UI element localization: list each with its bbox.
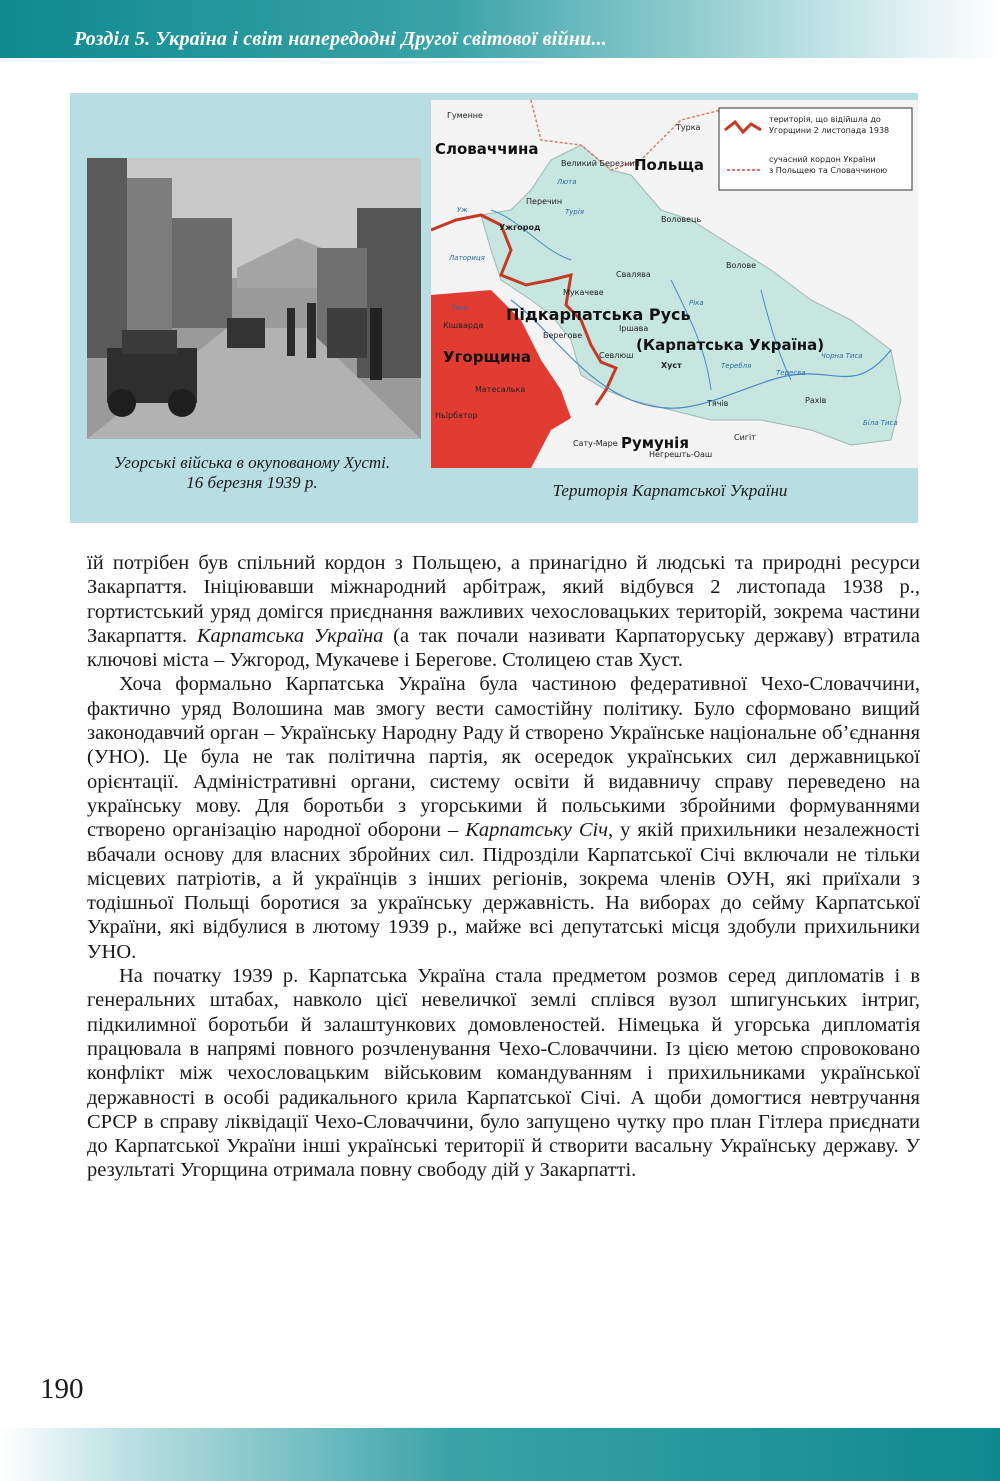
city-label: Севлюш [599,351,634,360]
map-caption: Територія Карпатської України [552,481,788,500]
paragraph-2 [87,672,920,964]
city-label: Негрешть-Оаш [649,450,713,459]
city-label: Перечин [526,197,563,206]
river-label: Латориця [449,254,485,262]
carpatho-ukraine-map [431,100,918,468]
river-label: Ріка [689,299,704,307]
river-label: Турія [565,208,585,216]
city-label: Сигіт [734,433,756,442]
p1-text-a: їй потрібен був спільний кордон з Польщею, а принагідно й людські та природні ресурси Закарпаття. Ініціювавши міжнародний арбітраж, який відбувся 2 листопада 1938 р., гортистський уряд домігся приєднання важливих чехословацьких територій, зокрема частини Закарпаття. [87,552,920,647]
p1-text-b: (а так почали називати Карпаторуську державу) втратила ключові міста – Ужгород, Мукачеве і Берегове. Столицею став Хуст. [87,624,920,672]
p2-emphasis: Карпатську Січ [465,819,608,842]
river-label: Біла Тиса [863,419,898,427]
city-label: Воловець [661,215,702,224]
city-label: Сату-Маре [573,439,618,448]
city-label: Хуст [661,361,682,370]
label-romania: Румунія [621,434,689,452]
legend-ceded-line2: Угорщини 2 листопада 1938 [769,126,890,135]
city-label: Берегове [543,331,583,340]
city-label: Матесалька [475,385,526,394]
footer-bar [0,1428,1000,1481]
photo-caption-line2: 16 березня 1939 р. [186,473,318,492]
p2-text-a: Хоча формально Карпатська Україна була частиною федеративної Чехо-Словаччини, фактично уряд Волошина мав змогу вести самостійну політику. Було сформовано вищий законодавчий орган – Українську Народну Раду й створено Українське національне об’єднання (УНО). Це була не так політична партія, як осередок українських сил державницької орієнтації. Адміністративні органи, систему освіти й видавничу справу переведено на українську мову. Для боротьби з угорськими й польськими збройними формуваннями створено організацію народної оборони – [87,673,920,842]
city-label: Рахів [805,396,827,405]
label-poland: Польща [634,156,705,174]
city-label: Турка [676,123,701,132]
photo-caption [80,453,424,493]
label-carpatho-ukraine: (Карпатська Україна) [636,336,825,354]
p1-emphasis: Карпатська Україна [196,624,384,647]
legend-border-line2: з Польщею та Словаччиною [769,166,888,175]
legend-border-line1: сучасний кордон України [769,155,876,164]
historical-photo [87,158,421,439]
city-label: Гуменне [447,111,483,120]
city-label: Ньїрбатор [435,411,478,420]
city-label: Свалява [616,270,651,279]
p2-text-b: , у якій прихильники незалежності вбачали основу для власних збройних сил. Підрозділи Карпатської Січі включали не тільки місцевих патріотів, а й українців з інших регіонів, зокрема членів ОУН, які приїхали з тодішньої Польщі боротися за українську державність. На виборах до сейму Карпатської України, які відбулися в лютому 1939 р., майже всі депутатські місця здобули прихильники УНО. [87,819,921,963]
city-label: Ужгород [499,223,541,232]
label-subcarpathian: Підкарпатська Русь [506,305,691,324]
city-label: Тячів [707,399,729,408]
legend-ceded-line1: територія, що відійшла до [769,115,881,124]
city-label: Іршава [619,324,649,333]
river-label: Чорна Тиса [821,352,863,360]
city-label: Великий Березний [561,159,640,168]
river-label: Уж [457,206,468,214]
chapter-header-bar [0,0,1000,58]
river-label: Лютa [557,178,577,186]
photo-caption-line1: Угорські війська в окупованому Хусті. [113,453,391,472]
figure-panel [70,93,918,523]
chapter-title: Розділ 5. Україна і світ напередодні Другої світової війни... [74,28,608,50]
city-label: Кішварда [443,321,484,330]
paragraph-3: На початку 1939 р. Карпатська Україна стала предметом розмов серед дипломатів і в генеральних штабах, навколо цієї невеличкої землі сплівся вузол шпигунських інтриг, підкилимної боротьби й залаштункових домовленостей. Німецька й угорська дипломатія працювала в напрямі повного розчленування Чехо-Словаччини. Із цією метою спровоковано конфлікт між чехословацьким військовим командуванням і прихильниками української державності в особі радикального крила Карпатської Січі. А щоби домогтися невтручання СРСР в справу ліквідації Чехо-Словаччини, було запущено чутку про план Гітлера приєднати до Карпатської України інші українські території й створити васальну Українську державу. У результаті Угорщина отримала повну свободу дій у Закарпатті. [87,965,920,1182]
label-slovakia: Словаччина [435,140,539,158]
river-label: Теребля [721,362,752,370]
body-text [87,551,920,1183]
label-hungary: Угорщина [443,348,532,366]
river-label: Тиса [451,304,468,312]
paragraph-1 [87,551,920,672]
city-label: Волове [726,261,757,270]
river-label: Тересва [776,369,806,377]
city-label: Мукачеве [563,288,604,297]
page-number: 190 [40,1373,84,1405]
